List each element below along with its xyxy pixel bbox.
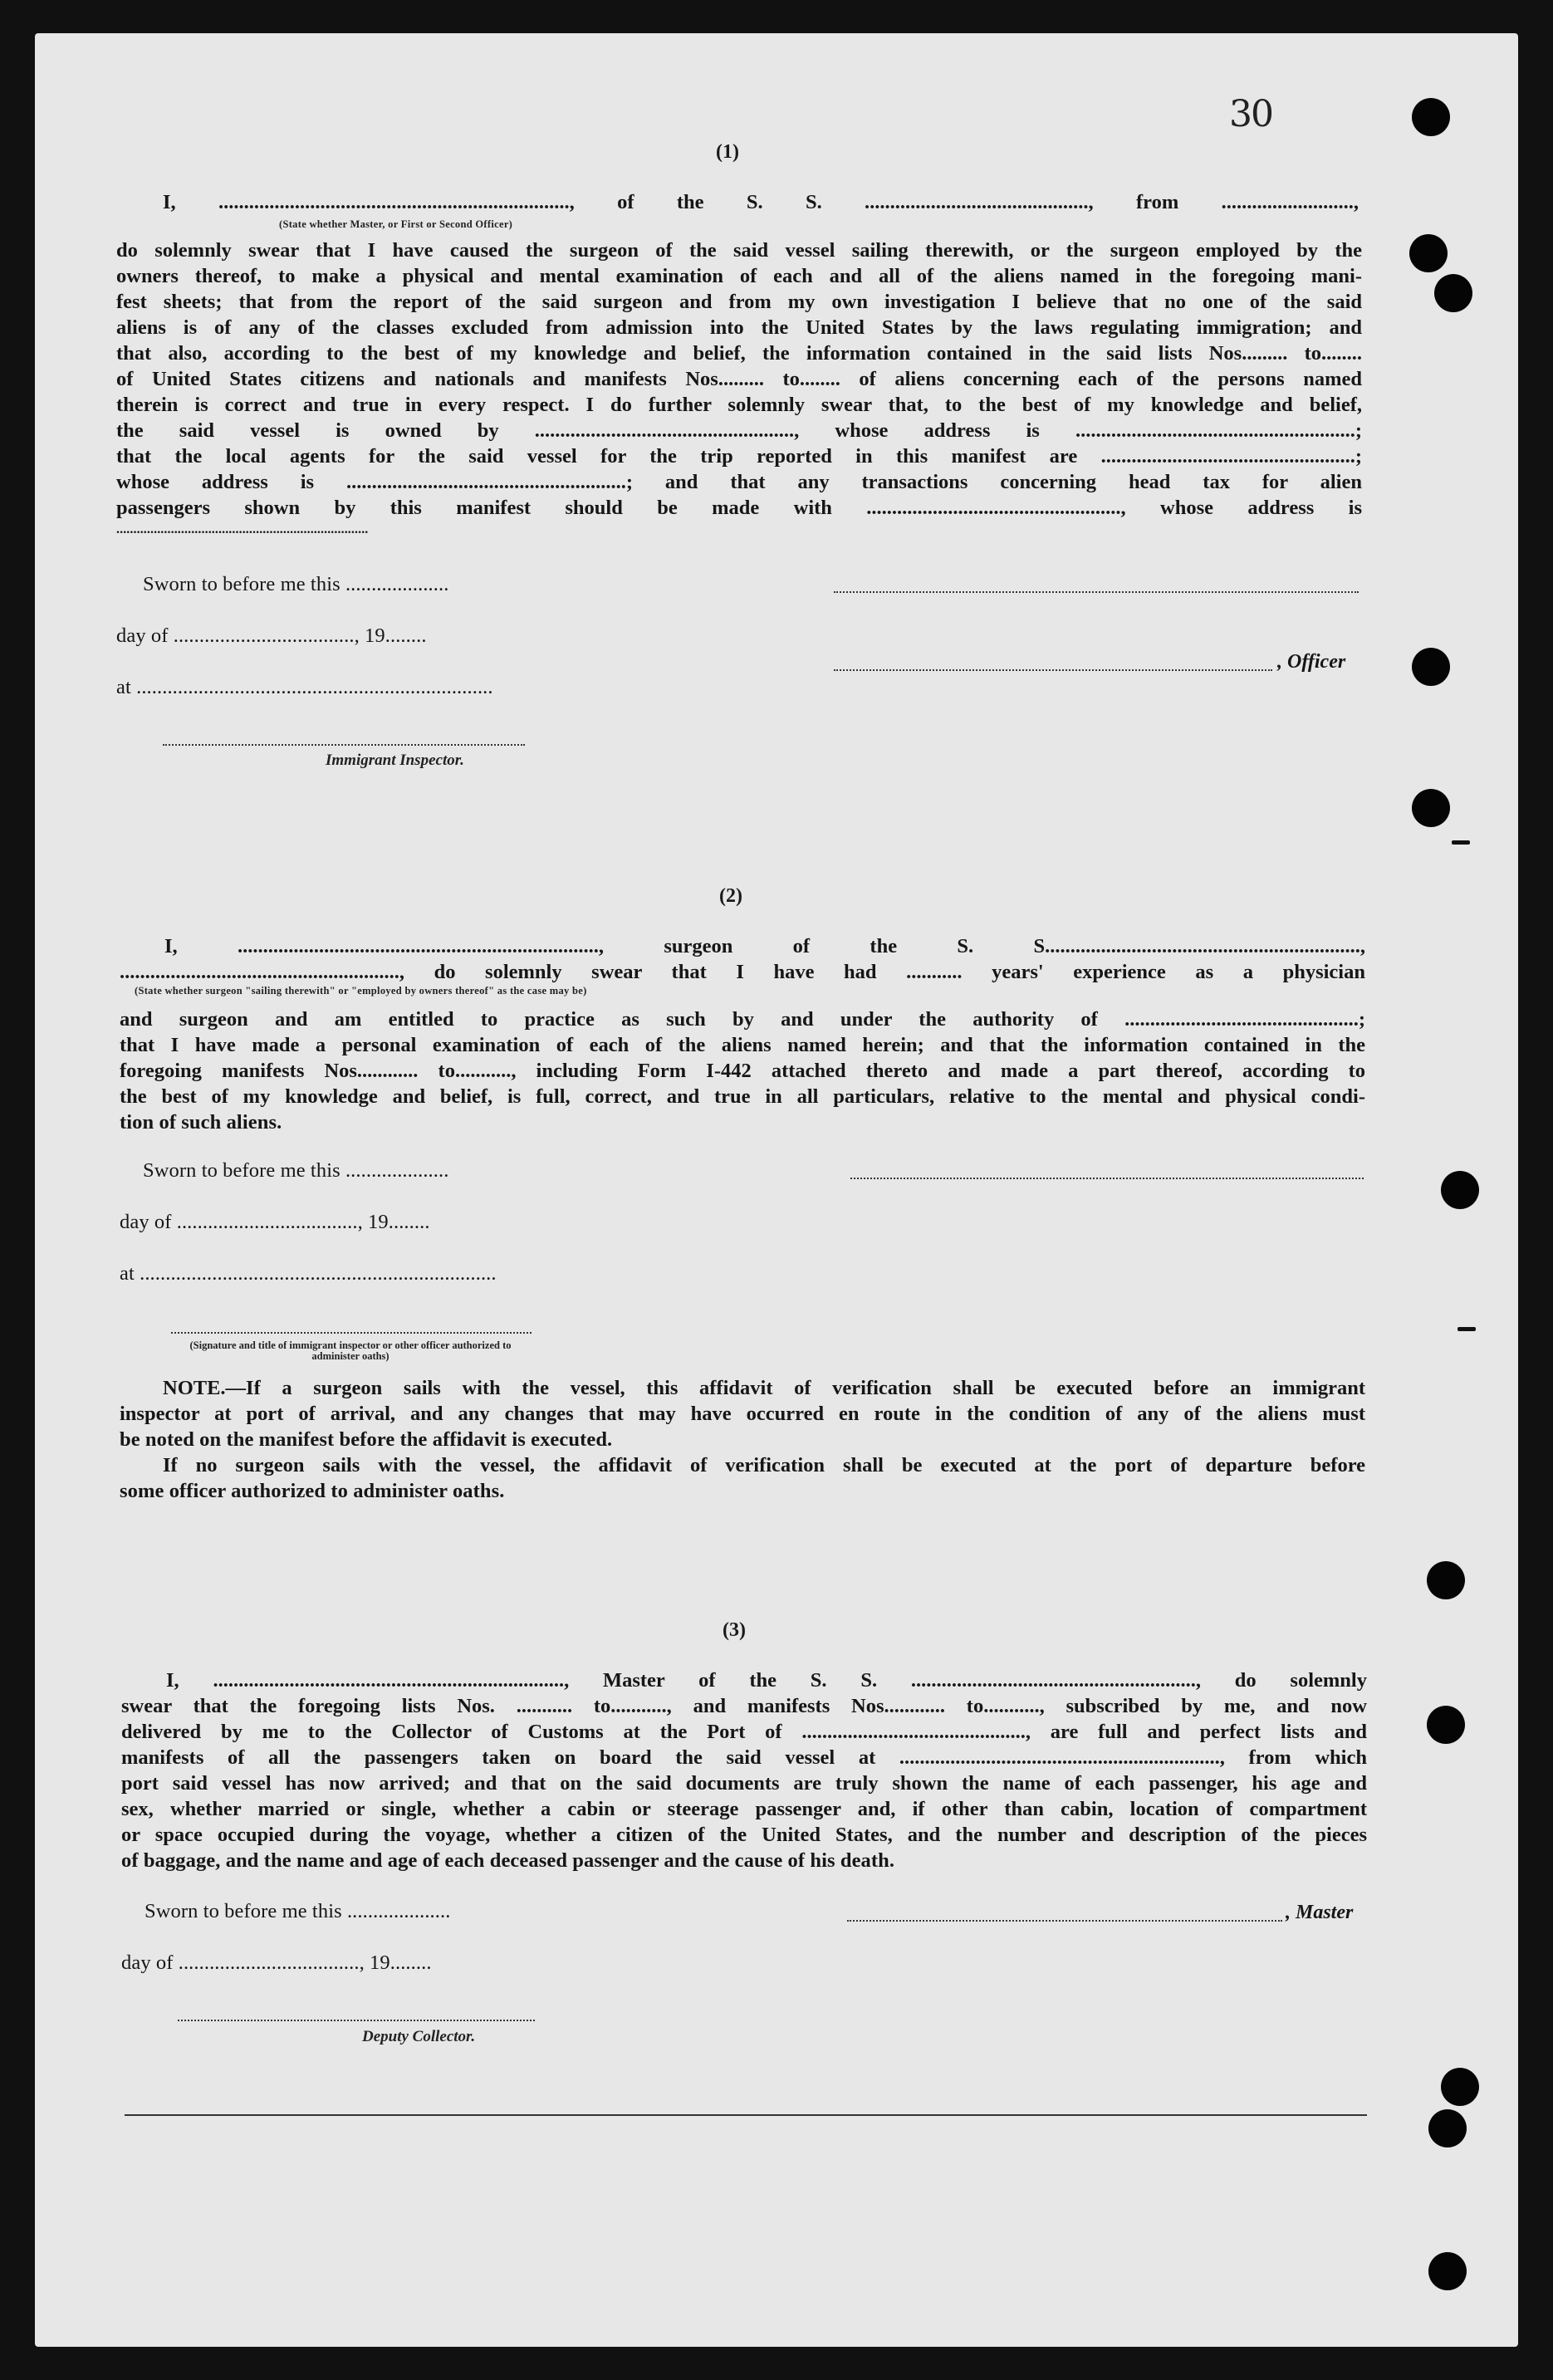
section-1-officer-signature-line [834, 591, 1359, 593]
section-1-officer-line [834, 669, 1272, 671]
section-2-body-line: that I have made a personal examination of each of the aliens named herein; and that the information contained in the [120, 1034, 1365, 1056]
bottom-rule [125, 2114, 1367, 2116]
section-1-body-line: of United States citizens and nationals and manifests Nos......... to........ of aliens concerning each of the persons named [116, 368, 1362, 390]
section-1-at-line: at ..................................................................... [116, 676, 493, 698]
punch-hole [1412, 789, 1450, 827]
punch-hole [1428, 2109, 1467, 2147]
section-3-body-line: or space occupied during the voyage, whether a citizen of the United States, and the number and description of the pieces [121, 1824, 1367, 1846]
section-2-at-line: at ..................................................................... [120, 1262, 497, 1285]
section-2-number: (2) [719, 885, 742, 907]
section-3-body-line: delivered by me to the Collector of Customs at the Port of ............................................, are full and perfect lists and [121, 1721, 1367, 1743]
section-2-inspector-signature-line [171, 1332, 532, 1334]
handwritten-page-number: 30 [1229, 93, 1272, 135]
section-1-tail-dots: .......................................................................... [116, 522, 369, 536]
section-2-body-line: foregoing manifests Nos............ to..........., including Form I-442 attached thereto and made a part thereof, according to [120, 1060, 1365, 1082]
punch-hole [1441, 1171, 1479, 1209]
section-1-officer-note: (State whether Master, or First or Second Officer) [279, 218, 513, 230]
section-2-signature-title: (Signature and title of immigrant inspector or other officer authorized to administer oaths) [189, 1339, 512, 1362]
section-1-number: (1) [716, 141, 739, 163]
section-1-body-line: fest sheets; that from the report of the said surgeon and from my own investigation I believe that no one of the said [116, 291, 1362, 313]
section-3-body-line: I, ....................................................................., Master of the S. S. ........................................................, do solemnly [166, 1669, 1367, 1692]
ink-mark [1452, 840, 1470, 845]
section-2-surgeon-note: (State whether surgeon "sailing therewith" or "employed by owners thereof" as the case may be) [135, 985, 587, 997]
section-2-surgeon-signature-line [850, 1178, 1364, 1179]
master-label-text: Master [1296, 1902, 1354, 1923]
section-2-body-line: the best of my knowledge and belief, is full, correct, and true in all particulars, relative to the mental and physical condi- [120, 1085, 1365, 1108]
section-3-deputy-label: Deputy Collector. [362, 2028, 476, 2045]
punch-hole [1412, 98, 1450, 136]
punch-hole [1409, 234, 1448, 272]
section-2-sworn-line: Sworn to before me this .................... [143, 1159, 449, 1182]
section-1-body-line: owners thereof, to make a physical and mental examination of each and all of the aliens named in the foregoing mani- [116, 265, 1362, 287]
section-2-note-line: some officer authorized to administer oaths. [120, 1480, 505, 1502]
section-1-first-line: I, ....................................................................., of the S. S. ............................................, from .........................., [163, 191, 1359, 213]
section-1-day-line: day of ..................................., 19........ [116, 624, 427, 647]
section-3-number: (3) [723, 1619, 746, 1641]
section-1-body-line: therein is correct and true in every respect. I do further solemnly swear that, to the best of my knowledge and belief, [116, 394, 1362, 416]
section-2-note-line: If no surgeon sails with the vessel, the affidavit of verification shall be executed at the port of departure before [163, 1454, 1365, 1476]
section-1-inspector-signature-line [163, 744, 525, 746]
punch-hole [1427, 1706, 1465, 1744]
officer-label-text: Officer [1287, 651, 1346, 673]
section-3-body-line: sex, whether married or single, whether a cabin or steerage passenger and, if other than cabin, location of compartment [121, 1798, 1367, 1820]
section-2-first-line: I, ......................................................................., surgeon of the S. S.............................................................., [164, 935, 1365, 957]
section-3-body-line: port said vessel has now arrived; and that on the said documents are truly shown the name of each passenger, his age and [121, 1772, 1367, 1795]
section-1-body-line: that also, according to the best of my knowledge and belief, the information contained in the said lists Nos......... to........ [116, 342, 1362, 365]
section-1-body-line: do solemnly swear that I have caused the surgeon of the said vessel sailing therewith, or the surgeon employed by the [116, 239, 1362, 262]
section-2-body-line: tion of such aliens. [120, 1111, 282, 1134]
section-3-master-label: , Master [1286, 1902, 1354, 1923]
section-3-deputy-signature-line [178, 2020, 535, 2021]
section-1-body-line: whose address is .......................................................; and that any transactions concerning head tax for alien [116, 471, 1362, 493]
section-3-body-line: of baggage, and the name and age of each deceased passenger and the cause of his death. [121, 1849, 895, 1872]
section-2-note-line: be noted on the manifest before the affidavit is executed. [120, 1428, 613, 1451]
section-2-second-line: ......................................................., do solemnly swear that I have had ........... years' experience as a physician [120, 961, 1365, 983]
punch-hole [1441, 2068, 1479, 2106]
section-3-day-line: day of ..................................., 19........ [121, 1952, 432, 1974]
section-1-body-line: passengers shown by this manifest should be made with .................................................., whose address is [116, 497, 1362, 519]
section-3-body-line: swear that the foregoing lists Nos. ........... to..........., and manifests Nos............ to..........., subscribed by me, and now [121, 1695, 1367, 1717]
section-2-note-line: inspector at port of arrival, and any changes that may have occurred en route in the condition of any of the aliens must [120, 1403, 1365, 1425]
section-1-body-line: that the local agents for the said vessel for the trip reported in this manifest are ..................................................; [116, 445, 1362, 468]
punch-hole [1412, 648, 1450, 686]
section-1-sworn-line: Sworn to before me this .................... [143, 573, 449, 595]
punch-hole [1428, 2252, 1467, 2290]
section-3-body-line: manifests of all the passengers taken on board the said vessel at ..............................................................., from which [121, 1746, 1367, 1769]
section-1-body-line: aliens is of any of the classes excluded from admission into the United States by the laws regulating immigration; and [116, 316, 1362, 339]
section-2-day-line: day of ..................................., 19........ [120, 1211, 430, 1233]
section-2-body-line: and surgeon and am entitled to practice as such by and under the authority of ..............................................; [120, 1008, 1365, 1031]
section-3-master-signature-line [847, 1920, 1282, 1922]
punch-hole [1427, 1561, 1465, 1599]
section-1-officer-label: , Officer [1277, 651, 1346, 673]
punch-hole [1434, 274, 1472, 312]
section-3-sworn-line: Sworn to before me this .................... [145, 1900, 451, 1922]
section-2-note-line: NOTE.—If a surgeon sails with the vessel, this affidavit of verification shall be executed before an immigrant [163, 1377, 1365, 1399]
ink-mark [1457, 1327, 1476, 1331]
section-1-body-line: the said vessel is owned by ..................................................., whose address is .......................................................; [116, 419, 1362, 442]
section-1-inspector-label: Immigrant Inspector. [326, 752, 464, 769]
